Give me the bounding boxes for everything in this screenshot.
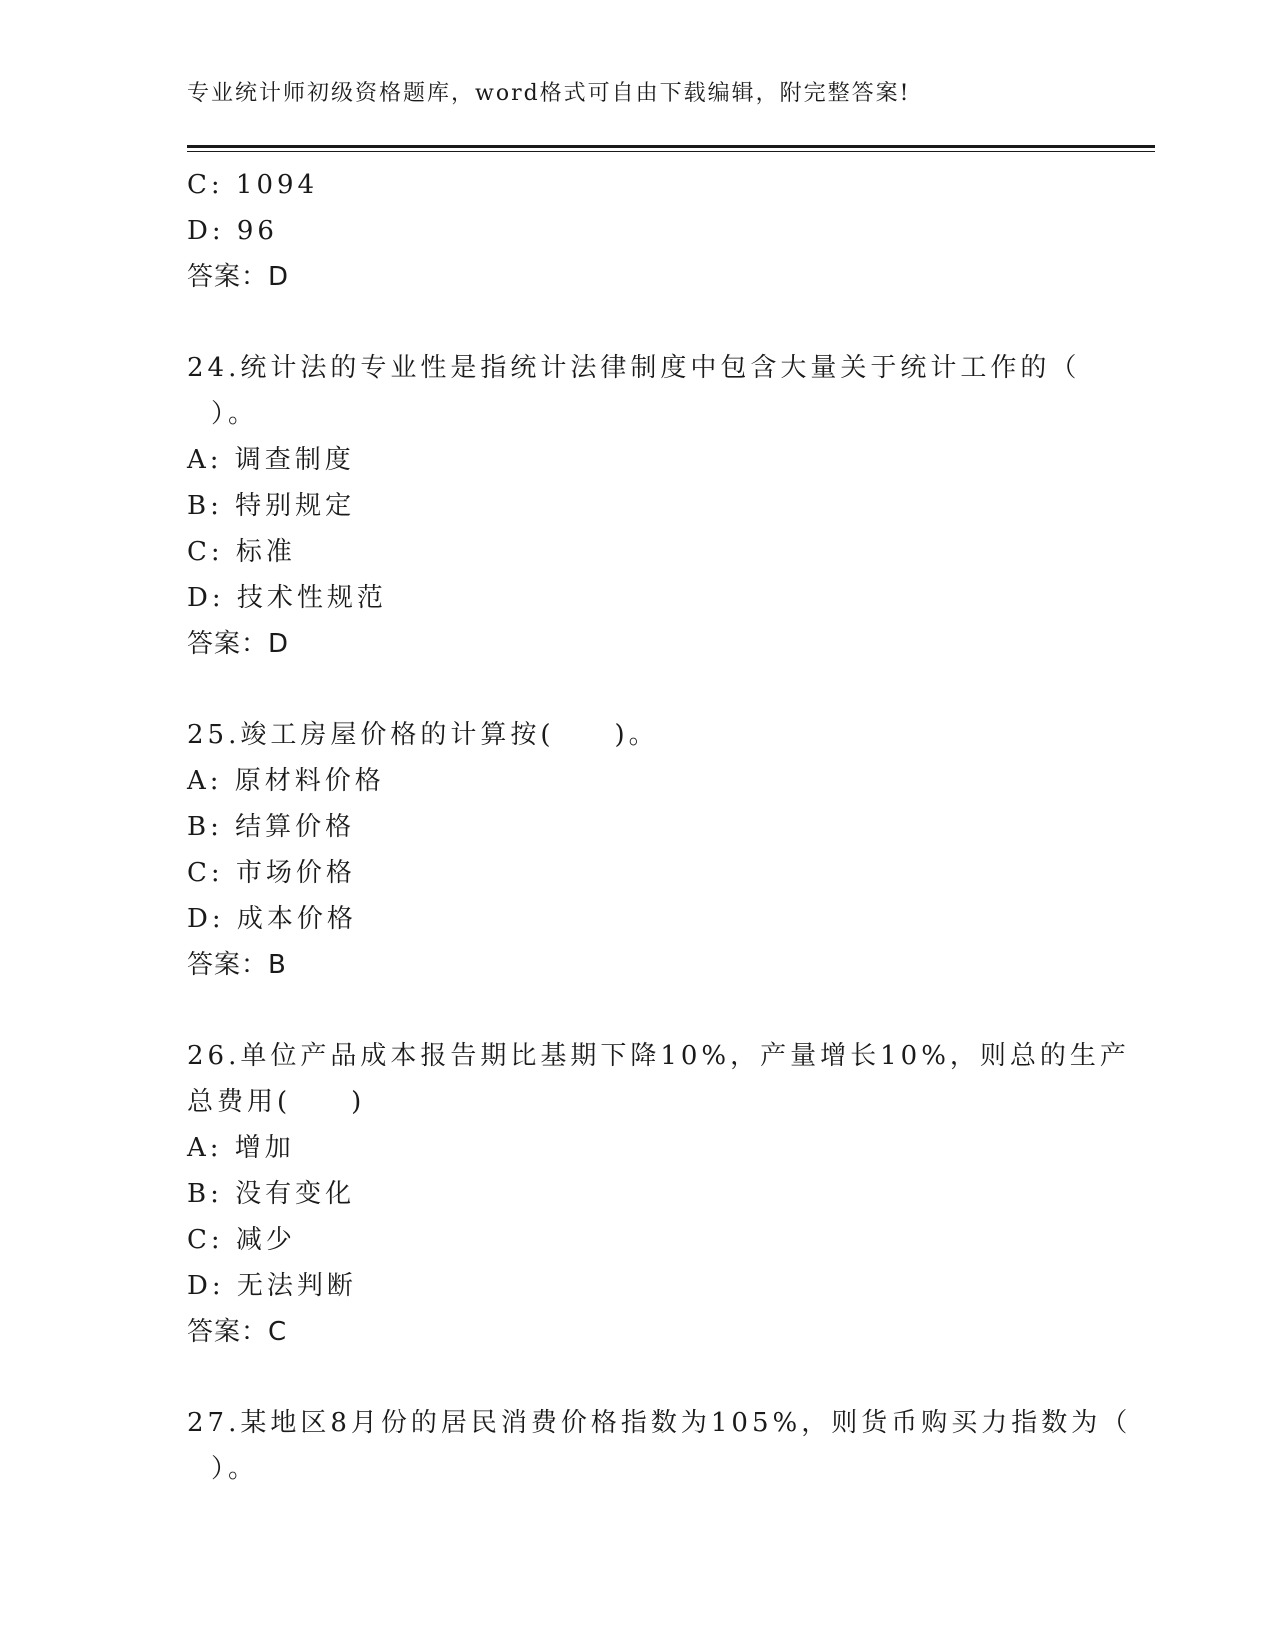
spacer xyxy=(187,300,1087,345)
spacer xyxy=(187,988,1087,1033)
answer-line: 答案：C xyxy=(187,1317,288,1347)
option-c: C: 市场价格 xyxy=(187,858,356,888)
header-rule-thick xyxy=(187,145,1155,148)
question-stem: 24.统计法的专业性是指统计法律制度中包含大量关于统计工作的（ xyxy=(187,353,1081,383)
option-a: A: 调查制度 xyxy=(187,445,355,475)
question-stem-continued: ）。 xyxy=(211,1454,259,1484)
option-b: B: 没有变化 xyxy=(187,1179,356,1209)
question-stem: 25.竣工房屋价格的计算按( )。 xyxy=(187,720,659,750)
question-stem-continued: 总费用( ) xyxy=(187,1087,366,1117)
answer-line: 答案：D xyxy=(187,262,290,292)
answer-line: 答案：B xyxy=(187,950,287,980)
question-stem: 27.某地区8月份的居民消费价格指数为105%，则货币购买力指数为（ xyxy=(187,1408,1132,1438)
option-a: A: 原材料价格 xyxy=(187,766,385,796)
question-stem: 26.单位产品成本报告期比基期下降10%，产量增长10%，则总的生产 xyxy=(187,1041,1130,1071)
header-title: 专业统计师初级资格题库，word格式可自由下载编辑，附完整答案! xyxy=(187,81,911,106)
question-26 xyxy=(187,1033,1130,1355)
option-a: A: 增加 xyxy=(187,1133,295,1163)
question-23-tail xyxy=(187,162,1087,300)
option-c: C: 标准 xyxy=(187,537,296,567)
option-c: C: 1094 xyxy=(187,170,319,200)
spacer xyxy=(187,667,1087,712)
option-b: B: 结算价格 xyxy=(187,812,356,842)
option-d: D: 无法判断 xyxy=(187,1271,357,1301)
option-d: D: 技术性规范 xyxy=(187,583,387,613)
option-d: D: 成本价格 xyxy=(187,904,357,934)
spacer xyxy=(187,1355,1087,1400)
option-d: D: 96 xyxy=(187,216,278,246)
option-c: C: 减少 xyxy=(187,1225,296,1255)
question-stem-continued: ）。 xyxy=(211,399,259,429)
question-24 xyxy=(187,345,1087,667)
document-body xyxy=(187,162,1132,1492)
question-27 xyxy=(187,1400,1132,1492)
question-25 xyxy=(187,712,1087,988)
option-b: B: 特别规定 xyxy=(187,491,356,521)
header-rule-thin xyxy=(187,151,1155,152)
answer-line: 答案：D xyxy=(187,629,290,659)
